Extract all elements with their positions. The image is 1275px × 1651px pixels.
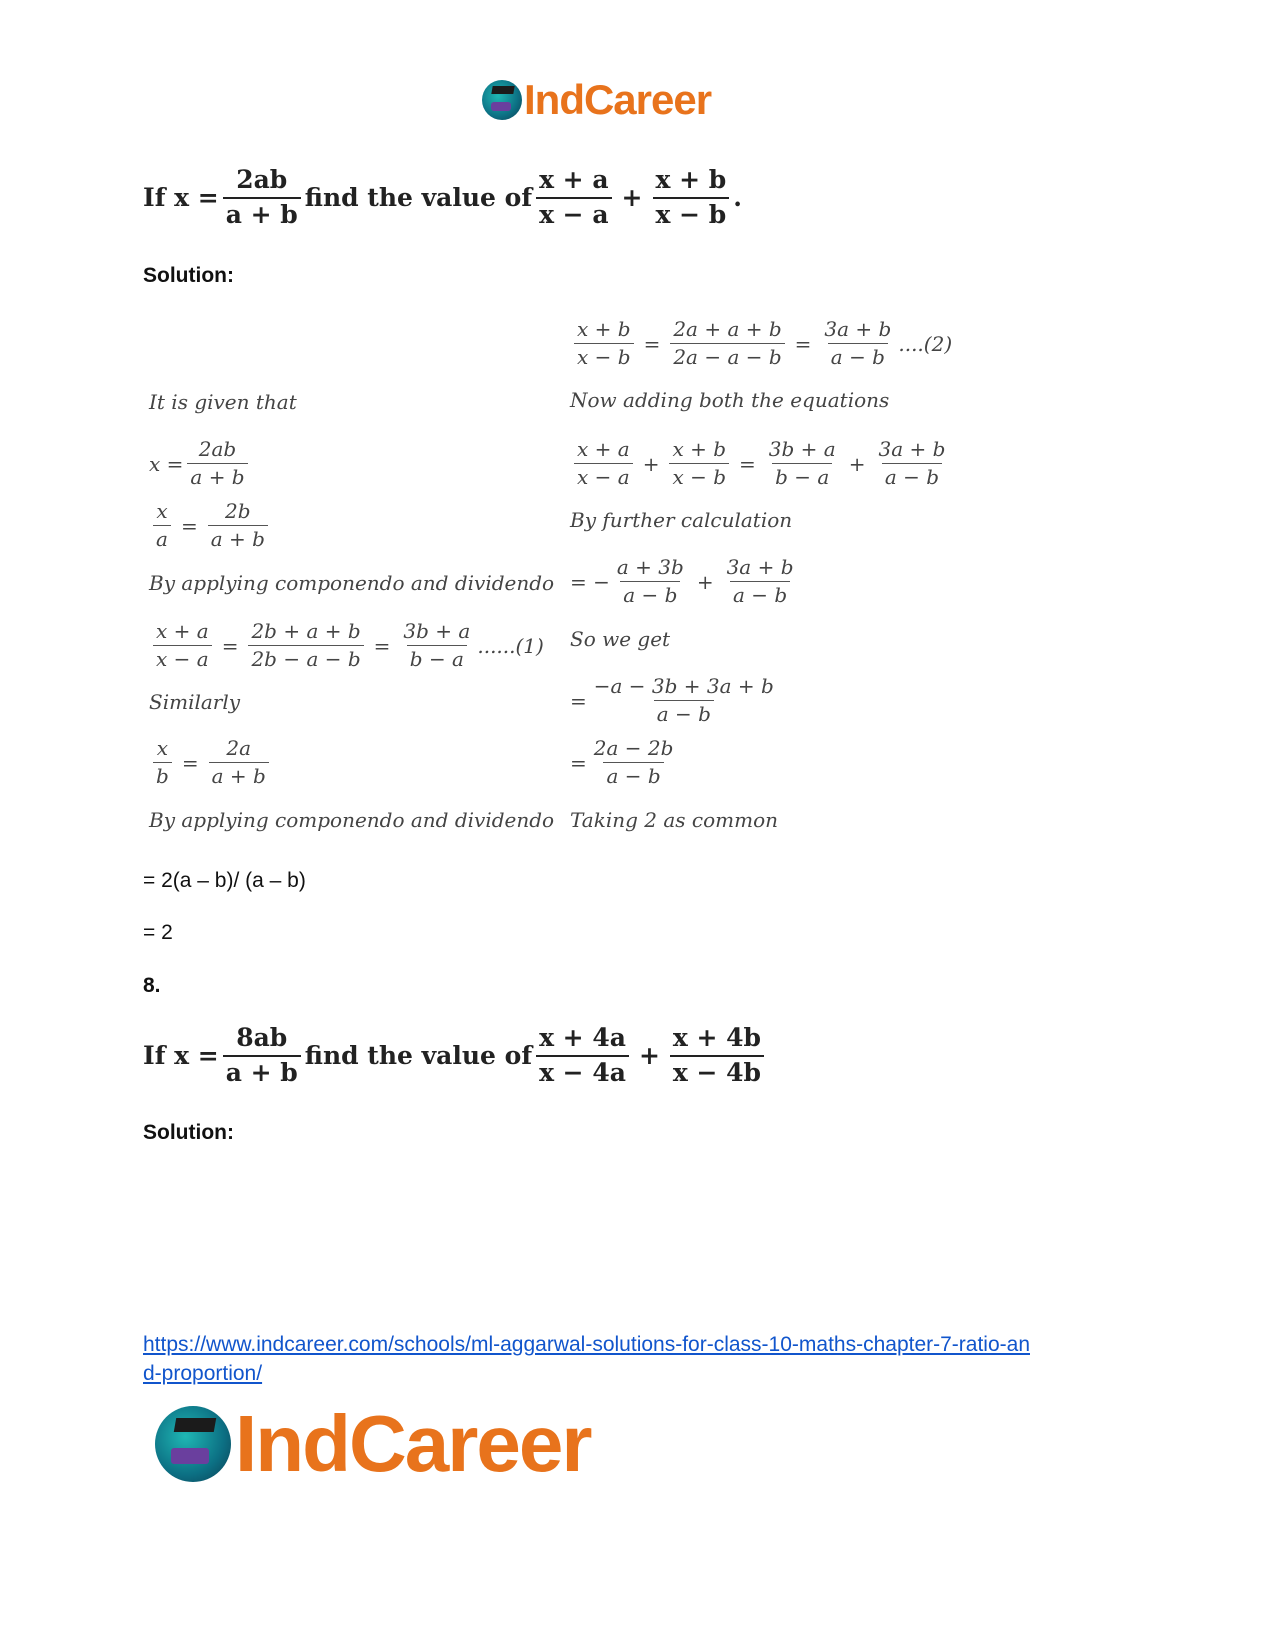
sum-den-4: a − b bbox=[882, 463, 942, 489]
combined-den: a − b bbox=[654, 700, 714, 726]
x-lhs: x = bbox=[149, 451, 184, 476]
further-equals: = − bbox=[570, 569, 610, 594]
eq1-equals-2: = bbox=[373, 633, 391, 658]
q7-fraction-2 bbox=[653, 166, 730, 230]
question-8-number: 8. bbox=[143, 974, 161, 997]
ratio-x-a-rhs bbox=[208, 500, 268, 551]
sum-fraction-4 bbox=[875, 438, 948, 489]
so-we-get-text: So we get bbox=[570, 627, 671, 651]
ratio-x-b-lhs-num: x bbox=[156, 736, 169, 760]
simplified-den: a − b bbox=[603, 762, 663, 788]
q8-x-fraction bbox=[223, 1024, 301, 1088]
q8-fraction-2 bbox=[670, 1024, 764, 1088]
ratio-x-a-rhs-num: 2b bbox=[225, 499, 251, 523]
further-plus: + bbox=[696, 569, 714, 594]
sum-num-3: 3b + a bbox=[768, 437, 836, 461]
combined-num: −a − 3b + 3a + b bbox=[593, 674, 774, 698]
ratio-x-b-rhs-den: a + b bbox=[209, 762, 269, 788]
q8-x-denominator: a + b bbox=[223, 1055, 301, 1088]
ratio-x-a bbox=[149, 500, 272, 551]
q7-f2-denominator: x − b bbox=[653, 197, 730, 230]
further-fraction-2 bbox=[724, 556, 797, 607]
ratio-x-a-rhs-den: a + b bbox=[208, 525, 268, 551]
ratio-x-b-rhs bbox=[209, 737, 269, 788]
sum-num-4: 3a + b bbox=[878, 437, 946, 461]
q7-plus: + bbox=[621, 183, 643, 213]
x-fraction bbox=[187, 438, 247, 489]
eq1-den-a: x − a bbox=[153, 645, 212, 671]
eq1-num-c: 3b + a bbox=[403, 619, 471, 643]
x-numerator: 2ab bbox=[198, 437, 237, 461]
adding-text: Now adding both the equations bbox=[570, 388, 890, 412]
given-text: It is given that bbox=[149, 390, 297, 414]
q7-period: . bbox=[733, 183, 742, 213]
componendo-text-1: By applying componendo and dividendo bbox=[149, 571, 555, 595]
further-equation bbox=[570, 556, 801, 607]
eq1-fraction-a bbox=[153, 620, 212, 671]
ratio-x-a-equals: = bbox=[180, 513, 198, 538]
eq2-fraction-b bbox=[670, 318, 784, 369]
q7-f2-numerator: x + b bbox=[655, 165, 727, 194]
further-calc-text: By further calculation bbox=[570, 508, 793, 532]
q7-f1-denominator: x − a bbox=[536, 197, 611, 230]
x-denominator: a + b bbox=[187, 463, 247, 489]
eq1-num-b: 2b + a + b bbox=[251, 619, 361, 643]
q8-f1-denominator: x − 4a bbox=[536, 1055, 629, 1088]
sum-equals: = bbox=[739, 451, 756, 476]
sum-equation bbox=[570, 438, 952, 489]
q7-x-fraction bbox=[223, 166, 301, 230]
eq1-den-c: b − a bbox=[407, 645, 467, 671]
ratio-x-b-lhs bbox=[153, 737, 172, 788]
solution-label: Solution: bbox=[143, 264, 234, 287]
q8-plus: + bbox=[638, 1041, 660, 1071]
solution-label-2: Solution: bbox=[143, 1121, 234, 1144]
eq2-tag: ....(2) bbox=[898, 331, 953, 356]
footer-logo-text: IndCareer bbox=[235, 1399, 591, 1488]
further-num-1: a + 3b bbox=[616, 555, 684, 579]
eq1-den-b: 2b − a − b bbox=[248, 645, 363, 671]
result-line-1: = 2(a – b)/ (a – b) bbox=[143, 869, 306, 892]
simplified-equation bbox=[570, 737, 680, 788]
eq1-fraction-b bbox=[248, 620, 363, 671]
ratio-x-b bbox=[149, 737, 273, 788]
eq1-equals-1: = bbox=[221, 633, 239, 658]
footer-link-block bbox=[143, 1330, 1103, 1388]
source-link-line-2[interactable]: d-proportion/ bbox=[143, 1362, 263, 1385]
q8-fraction-1 bbox=[536, 1024, 629, 1088]
eq1-num-a: x + a bbox=[156, 619, 209, 643]
combined-equals: = bbox=[570, 688, 587, 713]
q8-f1-numerator: x + 4a bbox=[539, 1023, 626, 1052]
q7-find-text: find the value of bbox=[304, 183, 533, 213]
sum-den-1: x − a bbox=[574, 463, 633, 489]
similarly-text: Similarly bbox=[149, 690, 241, 714]
eq2-den-c: a − b bbox=[828, 343, 888, 369]
question-7-statement bbox=[143, 166, 742, 230]
componendo-text-2: By applying componendo and dividendo bbox=[149, 808, 555, 832]
x-equation bbox=[149, 438, 252, 489]
ratio-x-b-rhs-num: 2a bbox=[226, 736, 251, 760]
simplified-num: 2a − 2b bbox=[593, 736, 674, 760]
q8-find-text: find the value of bbox=[304, 1041, 533, 1071]
sum-fraction-2 bbox=[669, 438, 729, 489]
q8-f2-numerator: x + 4b bbox=[672, 1023, 762, 1052]
sum-plus-1: + bbox=[642, 451, 660, 476]
sum-plus-2: + bbox=[848, 451, 866, 476]
sum-fraction-3 bbox=[766, 438, 839, 489]
header-logo bbox=[482, 76, 711, 124]
q8-prefix: If x = bbox=[143, 1041, 219, 1071]
equation-1 bbox=[149, 620, 544, 671]
graduation-cap-icon bbox=[482, 80, 522, 120]
combined-equation bbox=[570, 675, 781, 726]
eq2-equals-1: = bbox=[643, 331, 661, 356]
sum-fraction-1 bbox=[574, 438, 633, 489]
eq2-num-b: 2a + a + b bbox=[673, 317, 782, 341]
result-line-2: = 2 bbox=[143, 921, 173, 944]
eq2-num-a: x + b bbox=[577, 317, 631, 341]
further-num-2: 3a + b bbox=[726, 555, 794, 579]
question-8-statement bbox=[143, 1024, 768, 1088]
combined-fraction bbox=[591, 675, 777, 726]
sum-num-1: x + a bbox=[577, 437, 630, 461]
ratio-x-a-lhs bbox=[153, 500, 171, 551]
simplified-equals: = bbox=[570, 750, 587, 775]
sum-num-2: x + b bbox=[672, 437, 727, 461]
ratio-x-a-lhs-num: x bbox=[156, 499, 168, 523]
eq2-den-b: 2a − a − b bbox=[670, 343, 784, 369]
sum-den-2: x − b bbox=[669, 463, 729, 489]
footer-logo bbox=[155, 1398, 590, 1490]
simplified-fraction bbox=[591, 737, 677, 788]
eq2-num-c: 3a + b bbox=[824, 317, 892, 341]
common-text: Taking 2 as common bbox=[570, 808, 778, 832]
q7-fraction-1 bbox=[536, 166, 611, 230]
q7-x-denominator: a + b bbox=[223, 197, 301, 230]
ratio-x-a-lhs-den: a bbox=[153, 525, 171, 551]
further-den-1: a − b bbox=[620, 581, 680, 607]
graduation-cap-icon bbox=[155, 1406, 231, 1482]
equation-2 bbox=[570, 318, 952, 369]
further-den-2: a − b bbox=[730, 581, 790, 607]
q7-prefix: If x = bbox=[143, 183, 219, 213]
source-link-line-1[interactable]: https://www.indcareer.com/schools/ml-aggarwal-solutions-for-class-10-maths-chapter-7-ratio-an bbox=[143, 1333, 1030, 1356]
logo-text: IndCareer bbox=[524, 76, 712, 123]
q7-x-numerator: 2ab bbox=[236, 165, 288, 194]
q8-x-numerator: 8ab bbox=[236, 1023, 288, 1052]
sum-den-3: b − a bbox=[772, 463, 832, 489]
eq2-equals-2: = bbox=[794, 331, 812, 356]
q8-f2-denominator: x − 4b bbox=[670, 1055, 764, 1088]
eq2-den-a: x − b bbox=[574, 343, 634, 369]
q7-f1-numerator: x + a bbox=[539, 165, 609, 194]
eq2-fraction-c bbox=[821, 318, 894, 369]
eq1-fraction-c bbox=[400, 620, 473, 671]
eq2-fraction-a bbox=[574, 318, 634, 369]
ratio-x-b-lhs-den: b bbox=[153, 762, 172, 788]
eq1-tag: ......(1) bbox=[477, 633, 544, 658]
further-fraction-1 bbox=[614, 556, 687, 607]
ratio-x-b-equals: = bbox=[181, 750, 199, 775]
